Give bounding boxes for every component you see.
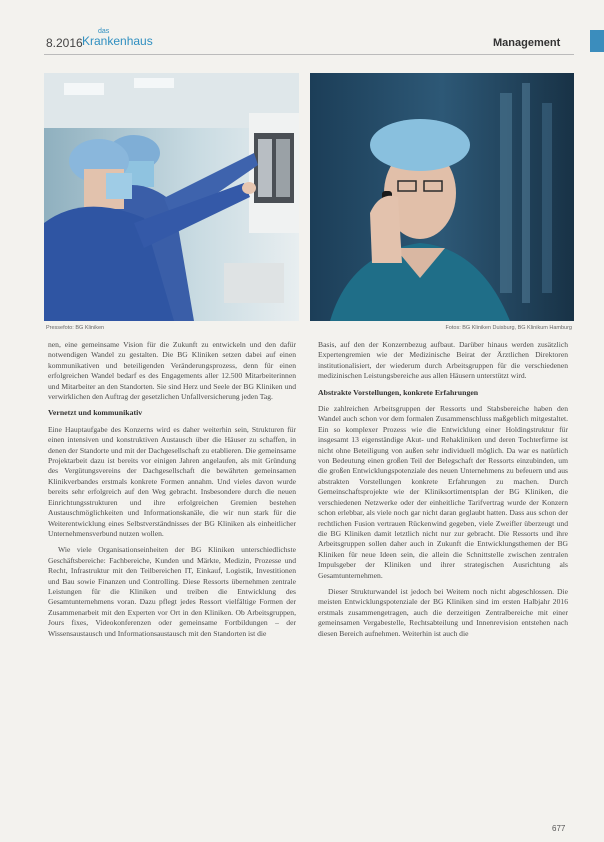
doctor-photo (310, 73, 574, 321)
page-header (0, 0, 604, 60)
issue-number: 8.2016 (46, 36, 83, 50)
subheading: Vernetzt und kommunikativ (48, 408, 143, 418)
photo-caption-right: Fotos: BG Kliniken Duisburg, BG Klinikum Hamburg (445, 325, 572, 331)
surgeons-photo (44, 73, 299, 321)
paragraph: Die zahlreichen Arbeitsgruppen der Ressorts und Stabsbereiche haben den Wandel auch schon vor dem formalen Zusammenschluss maßgeblich mitgestaltet. Ein so komplexer Prozess wie die Entwicklung einer Holdingstruktur für insgesamt 13 eigenständige Akut- und Rehakliniken und deren Tochterfirme ist nicht ohne Beteiligung von außen sehr individuell möglich. Da war es natürlich von Bedeutung einen großen Teil der Belegschaft der Ressorts einzubinden, um die großen Entwicklungspotenziale des neuen Unternehmens zu befeuern und aus abstrakten Vorstellungen konkrete Erfahrungen zu machen. Durch Gemeinschaftsprojekte wie der Kliniksortimentsplan der BG Kliniken, die verschiedenen Netzwerke oder der einheitliche Tarifvertrag wurde der Konzern schon erlebbar, als viele noch gar nicht daran geglaubt hatten. Dass aus schon der rechtlichen Fusion vertrauen Rückenwind gegeben, viele Zweifler überzeugt und die BG Kliniken damit letztlich nicht nur zur gebracht. Die Ressorts und ihre Arbeitsgruppen sollen daher auch in Zukunft die Entwicklungsthemen der BG Kliniken für neue Ideen sein, die allein die Schnittstelle zwischen zentralen Impulsgeber der Kliniken und ihrer strategischen Ausrichtung als Gesamtunternehmen. (318, 404, 568, 580)
article-column-left (48, 340, 296, 645)
paragraph: Wie viele Organisationseinheiten der BG Kliniken unterschiedlichste Geschäftsbereiche: Fachbereiche, Kunden und Märkte, Medizin, Prozesse und Recht, Infrastruktur mit den Teilbereichen IT, Einkauf, Logistik, Investitionen und Bau sowie Finanzen und Controlling. Diese Ressorts übernehmen zentrale Leistungen für die Kliniken und treiben die Entwicklung des Gesamtunternehmens voran. Dazu pflegt jedes Ressort vielfältige Formen der Zusammenarbeit mit den Experten vor Ort in den Kliniken. Ob Arbeitsgruppen, Jours fixes, Videokonferenzen oder gemeinsame Fortbildungen – der Wissensaustausch und Informationsaustausch mit den Standorten ist die (48, 545, 296, 638)
logo-prefix: das (98, 28, 110, 35)
subheading: Abstrakte Vorstellungen, konkrete Erfahrungen (318, 387, 479, 397)
section-title: Management (493, 37, 561, 49)
header-rule (44, 54, 574, 55)
page-number: 677 (552, 824, 566, 833)
paragraph: Eine Hauptaufgabe des Konzerns wird es daher weiterhin sein, Strukturen für einen intensiven und konstruktiven Austausch über die Häuser zu schaffen, in denen der Standorte und mit der Dachgesellschaft zu etablieren. Die gemeinsame Projektarbeit dazu ist bereits vor einigen Jahren angelaufen, als mit Gründung des Vergütungsvereins der Dachgesellschaft die bewährten gemeinsamen Klinikverbandes erstmals konkrete Formen annahm. Und vieles davon wurde bereits sehr erfolgreich auf den Weg gebracht. Insbesondere durch die neuen Einrichtungsstrukturen und ihre erfolgreichen Gremien bestehen Austauschmöglichkeiten und Informationskanäle, die wir nun stark für die Weiterentwicklung eines Selbstverständnisses der BG Kliniken als einheitlicher Unternehmensverbund nutzen wollen. (48, 424, 296, 538)
magazine-logo (82, 28, 153, 48)
paragraph: nen, eine gemeinsame Vision für die Zukunft zu entwickeln und den dafür notwendigen Wandel zu gestalten. Die BG Kliniken setzen dabei auf einen kommunikativen und beteiligenden Veränderungsprozess, denn für einen erfolgreichen Wandel bedarf es des Engagements aller 12.500 Mitarbeiterinnen und Mitarbeiter an den Standorten. Sie sind Herz und Seele der BG Kliniken und verwirklichen den Auftrag der gesetzlichen Unfallversicherung jeden Tag. (48, 340, 296, 402)
photo-caption-left: Pressefoto: BG Kliniken (46, 325, 105, 331)
logo-title: Krankenhaus (82, 34, 153, 48)
article-column-right (318, 340, 568, 645)
section-color-bar (590, 30, 604, 52)
paragraph: Dieser Strukturwandel ist jedoch bei Weitem noch nicht abgeschlossen. Die meisten Entwicklungspotenziale der BG Kliniken sind im ersten Halbjahr 2016 erstmals zusammengetragen, auch die derzeitigen Zentralbereiche mit einer gemeinsamen Vergabestelle, Rechtsabteilung und Innenrevision entstehen nach diesen Bereich aufnehmen. Weiterhin ist auch die (318, 586, 568, 638)
paragraph: Basis, auf den der Konzernbezug aufbaut. Darüber hinaus werden zusätzlich Expertengremien wie der Medizinische Beirat der Ärztlichen Direktoren institutionalisiert, der wiederum durch Arbeitsgruppen für die verschiedenen medizinischen Leistungsbereiche aus allen Häusern unterstützt wird. (318, 340, 568, 381)
